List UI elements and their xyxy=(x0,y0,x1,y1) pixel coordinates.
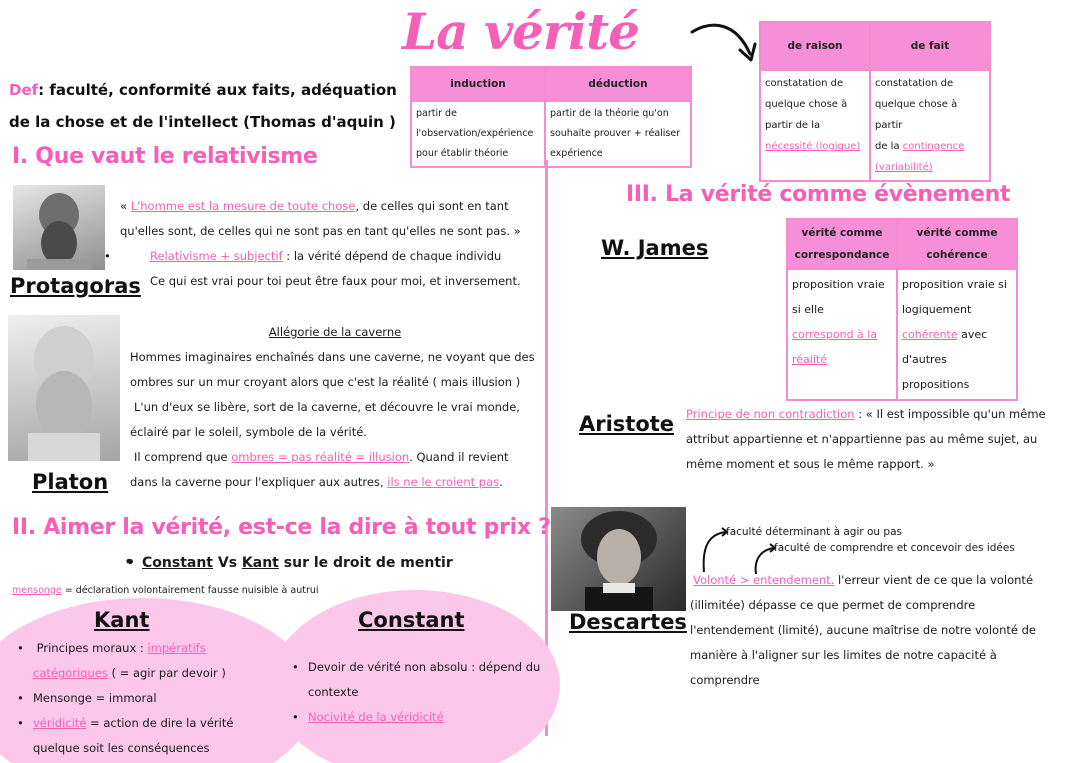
definition-label: Def xyxy=(9,81,39,99)
platon-portrait xyxy=(8,315,120,461)
protagoras-name: Protagoras xyxy=(10,274,141,298)
definition: Def: faculté, conformité aux faits, adéquation de la chose et de l'intellect (Thomas d'aquin ) xyxy=(9,81,397,131)
constant-vs-kant: Constant Vs Kant sur le droit de mentir xyxy=(142,555,453,571)
protagoras-text: « L'homme est la mesure de toute chose, de celles qui sont en tant qu'elles sont, de celles qui ne sont pas en tant qu'elles ne sont pas. » • Relativisme + subjectif : la vérité dépend de chaque individu • Ce qui est vrai pour toi peut être faux pour moi, et inversement. xyxy=(120,194,540,294)
header-deduction: déduction xyxy=(545,67,691,101)
section2-title: II. Aimer la vérité, est-ce la dire à tout prix ? xyxy=(12,515,551,540)
platon-text: Allégorie de la caverne Hommes imaginaires enchaînés dans une caverne, ne voyant que des ombres sur un mur croyant alors que c'est la réalité ( mais illusion ) L'un d'eux se libère, sort de la caverne, et découvre le vrai monde, éclairé par le soleil, symbole de la vérité. Il comprend que ombres = pas réalité = illusion. Quand il revient dans la caverne pour l'expliquer aux autres, ils ne le croient pas. xyxy=(130,325,535,489)
header-correspondance: vérité comme correspondance xyxy=(787,219,897,269)
curved-arrow-icon xyxy=(688,18,760,66)
cell-raison: constatation de quelque chose à partir de la nécessité (logique) xyxy=(760,70,870,181)
descartes-text: Volonté > entendement. l'erreur vient de ce que la volonté (illimitée) dépasse ce que permet de comprendre l'entendement (limité), aucune maîtrise de notre volonté de manière à l'aligner sur les limites de notre capacité à comprendre xyxy=(690,573,1036,687)
protagoras-portrait xyxy=(13,185,105,270)
kant-text: • Principes moraux : impératifs catégoriques ( = agir par devoir ) • Mensonge = immoral • véridicité = action de dire la vérité quelque soit les conséquences xyxy=(33,636,303,761)
header-raison: de raison xyxy=(760,22,870,70)
constant-name: Constant xyxy=(358,608,465,632)
bullet-dot: • xyxy=(124,552,134,571)
descartes-name: Descartes xyxy=(569,610,687,634)
aristote-name: Aristote xyxy=(579,412,675,436)
kant-name: Kant xyxy=(94,608,150,632)
aristote-text: Principe de non contradiction : « Il est impossible qu'un même attribut appartienne et n'appartienne pas au même sujet, au même moment et sous le même rapport. » xyxy=(686,407,1046,471)
platon-name: Platon xyxy=(32,470,109,494)
james-name: W. James xyxy=(601,236,709,260)
section1-title: I. Que vaut le relativisme xyxy=(12,144,318,169)
page-title: La vérité xyxy=(402,2,640,61)
mensonge-definition: mensonge = déclaration volontairement fausse nuisible à autrui xyxy=(12,585,319,596)
section3-title: III. La vérité comme évènement xyxy=(626,182,1011,207)
cell-fait: constatation de quelque chose à partir de la contingence (variabilité) xyxy=(870,70,990,181)
cell-correspondance: proposition vraie si elle correspond à la réalité xyxy=(787,269,897,400)
james-table xyxy=(786,218,1018,401)
induction-deduction-table xyxy=(410,66,692,168)
cell-coherence: proposition vraie si logiquement cohérente avec d'autres propositions xyxy=(897,269,1017,400)
annotation-entendement: faculté de comprendre et concevoir des idées xyxy=(774,542,1015,554)
constant-text: • Devoir de vérité non absolu : dépend du contexte • Nocivité de la véridicité xyxy=(308,655,548,730)
raison-fait-table xyxy=(759,21,991,182)
annotation-volonte: faculté déterminant à agir ou pas xyxy=(726,526,902,538)
descartes-portrait xyxy=(551,507,686,611)
header-induction: induction xyxy=(411,67,545,101)
header-coherence: vérité comme cohérence xyxy=(897,219,1017,269)
cell-induction: partir de l'observation/expérience pour établir théorie xyxy=(411,101,545,167)
cell-deduction: partir de la théorie qu'on souhaite prouver + réaliser expérience xyxy=(545,101,691,167)
header-fait: de fait xyxy=(870,22,990,70)
